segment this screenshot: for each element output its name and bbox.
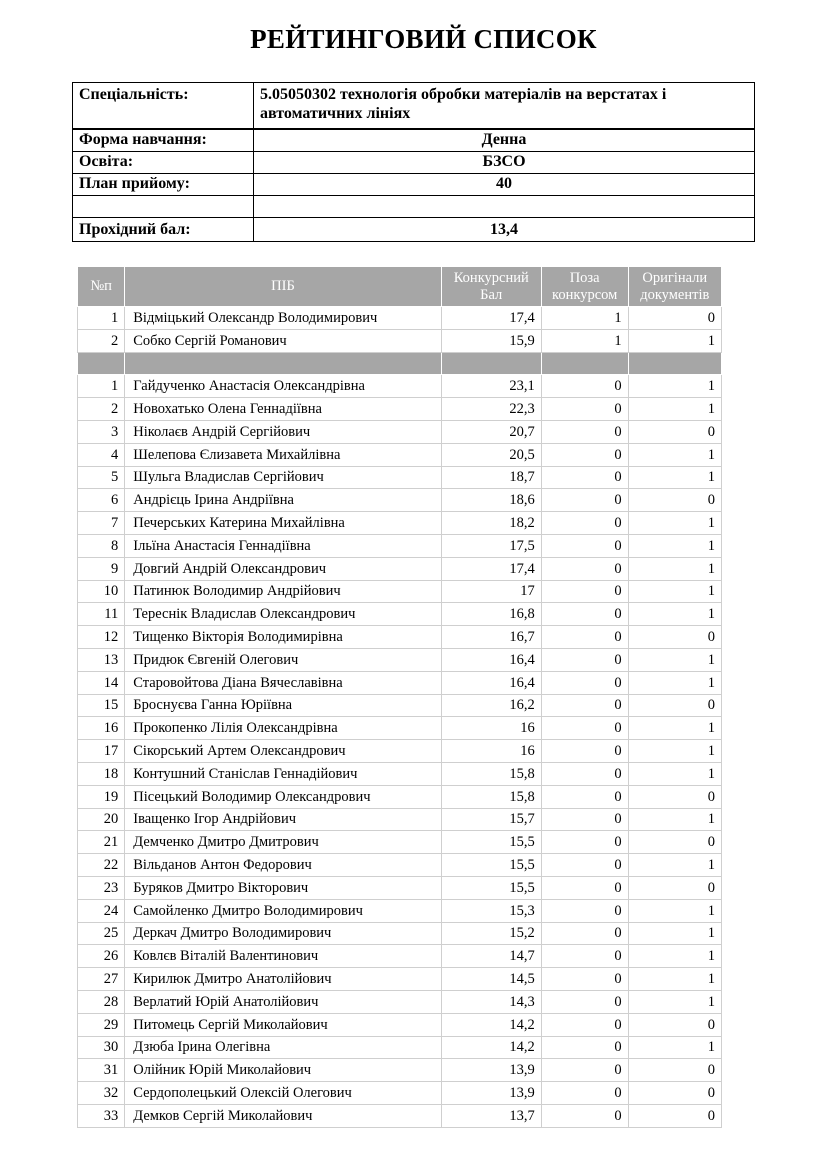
out-of-competition: 0 — [541, 694, 628, 717]
table-row — [78, 831, 722, 854]
out-of-competition: 0 — [541, 580, 628, 603]
row-number: 13 — [78, 648, 125, 671]
competitive-score: 17 — [441, 580, 541, 603]
competitive-score: 13,9 — [441, 1082, 541, 1105]
competitive-score: 15,5 — [441, 876, 541, 899]
full-name: Довгий Андрій Олександрович — [125, 557, 442, 580]
admission-plan-value: 40 — [254, 174, 755, 196]
out-of-competition: 0 — [541, 717, 628, 740]
separator-cell — [541, 352, 628, 375]
out-of-competition: 0 — [541, 398, 628, 421]
table-row — [78, 420, 722, 443]
row-number: 1 — [78, 307, 125, 330]
header-score: Конкурсний Бал — [441, 267, 541, 307]
row-number: 8 — [78, 534, 125, 557]
separator-cell — [441, 352, 541, 375]
out-of-competition: 0 — [541, 1036, 628, 1059]
original-documents: 1 — [628, 534, 721, 557]
row-number: 31 — [78, 1059, 125, 1082]
table-row — [78, 443, 722, 466]
competitive-score: 16 — [441, 717, 541, 740]
competitive-score: 14,7 — [441, 945, 541, 968]
full-name: Ковлєв Віталій Валентинович — [125, 945, 442, 968]
full-name: Печерських Катерина Михайлівна — [125, 512, 442, 535]
specialty-value: 5.05050302 технологія обробки матеріалів на верстатах і автоматичних лініях — [254, 83, 755, 130]
full-name: Буряков Дмитро Вікторович — [125, 876, 442, 899]
competitive-score: 17,4 — [441, 307, 541, 330]
original-documents: 0 — [628, 1104, 721, 1127]
table-row — [78, 648, 722, 671]
specialty-label: Спеціальність: — [73, 83, 254, 130]
table-row — [78, 580, 722, 603]
competitive-score: 20,7 — [441, 420, 541, 443]
competitive-score: 15,5 — [441, 854, 541, 877]
row-number: 12 — [78, 626, 125, 649]
table-row — [78, 1082, 722, 1105]
row-number: 7 — [78, 512, 125, 535]
full-name: Сікорський Артем Олександрович — [125, 740, 442, 763]
row-number: 26 — [78, 945, 125, 968]
original-documents: 1 — [628, 899, 721, 922]
competitive-score: 18,7 — [441, 466, 541, 489]
full-name: Контушний Станіслав Геннадійович — [125, 762, 442, 785]
row-number: 11 — [78, 603, 125, 626]
competitive-score: 23,1 — [441, 375, 541, 398]
full-name: Олійник Юрій Миколайович — [125, 1059, 442, 1082]
out-of-competition: 0 — [541, 876, 628, 899]
table-row — [78, 808, 722, 831]
table-row — [78, 945, 722, 968]
competitive-score: 16,2 — [441, 694, 541, 717]
table-row — [78, 876, 722, 899]
competitive-score: 15,8 — [441, 762, 541, 785]
competitive-score: 18,6 — [441, 489, 541, 512]
full-name: Прокопенко Лілія Олександрівна — [125, 717, 442, 740]
page-title: РЕЙТИНГОВИЙ СПИСОК — [250, 24, 597, 54]
table-row — [78, 1104, 722, 1127]
table-row — [78, 717, 722, 740]
full-name: Пісецький Володимир Олександрович — [125, 785, 442, 808]
out-of-competition: 0 — [541, 831, 628, 854]
header-number: №п — [78, 267, 125, 307]
separator-cell — [628, 352, 721, 375]
full-name: Броснуєва Ганна Юріївна — [125, 694, 442, 717]
full-name: Іващенко Ігор Андрійович — [125, 808, 442, 831]
original-documents: 1 — [628, 580, 721, 603]
out-of-competition: 0 — [541, 466, 628, 489]
original-documents: 1 — [628, 512, 721, 535]
full-name: Андрієць Ірина Андріївна — [125, 489, 442, 512]
out-of-competition: 0 — [541, 671, 628, 694]
full-name: Верлатий Юрій Анатолійович — [125, 990, 442, 1013]
full-name: Старовойтова Діана Вячеславівна — [125, 671, 442, 694]
full-name: Ільїна Анастасія Геннадіївна — [125, 534, 442, 557]
competitive-score: 14,3 — [441, 990, 541, 1013]
original-documents: 1 — [628, 329, 721, 352]
original-documents: 1 — [628, 808, 721, 831]
table-body — [78, 307, 722, 1128]
competitive-score: 14,2 — [441, 1036, 541, 1059]
study-form-value: Денна — [254, 129, 755, 152]
original-documents: 1 — [628, 671, 721, 694]
competitive-score: 22,3 — [441, 398, 541, 421]
row-number: 19 — [78, 785, 125, 808]
out-of-competition: 0 — [541, 443, 628, 466]
out-of-competition: 0 — [541, 922, 628, 945]
rating-table — [77, 266, 722, 1128]
row-number: 15 — [78, 694, 125, 717]
full-name: Демченко Дмитро Дмитрович — [125, 831, 442, 854]
competitive-score: 18,2 — [441, 512, 541, 535]
passing-score-value: 13,4 — [254, 218, 755, 242]
education-value: БЗСО — [254, 152, 755, 174]
table-row — [78, 785, 722, 808]
row-number: 5 — [78, 466, 125, 489]
original-documents: 1 — [628, 717, 721, 740]
competitive-score: 14,2 — [441, 1013, 541, 1036]
full-name: Придюк Євгеній Олегович — [125, 648, 442, 671]
table-row — [78, 307, 722, 330]
full-name: Собко Сергій Романович — [125, 329, 442, 352]
competitive-score: 13,7 — [441, 1104, 541, 1127]
full-name: Демков Сергій Миколайович — [125, 1104, 442, 1127]
info-table — [72, 82, 755, 242]
row-number: 10 — [78, 580, 125, 603]
row-number: 30 — [78, 1036, 125, 1059]
out-of-competition: 0 — [541, 1104, 628, 1127]
header-original-documents: Оригінали документів — [628, 267, 721, 307]
info-row-education — [73, 152, 755, 174]
competitive-score: 15,8 — [441, 785, 541, 808]
original-documents: 1 — [628, 443, 721, 466]
table-row — [78, 1013, 722, 1036]
table-row — [78, 466, 722, 489]
out-of-competition: 0 — [541, 557, 628, 580]
table-row — [78, 990, 722, 1013]
row-number: 22 — [78, 854, 125, 877]
competitive-score: 20,5 — [441, 443, 541, 466]
table-row — [78, 626, 722, 649]
table-row — [78, 489, 722, 512]
out-of-competition: 0 — [541, 626, 628, 649]
group-separator-row — [78, 352, 722, 375]
full-name: Тереснік Владислав Олександрович — [125, 603, 442, 626]
original-documents: 1 — [628, 990, 721, 1013]
original-documents: 1 — [628, 1036, 721, 1059]
out-of-competition: 0 — [541, 990, 628, 1013]
row-number: 14 — [78, 671, 125, 694]
original-documents: 0 — [628, 626, 721, 649]
out-of-competition: 0 — [541, 785, 628, 808]
competitive-score: 15,9 — [441, 329, 541, 352]
table-row — [78, 534, 722, 557]
original-documents: 0 — [628, 1059, 721, 1082]
row-number: 6 — [78, 489, 125, 512]
row-number: 23 — [78, 876, 125, 899]
out-of-competition: 0 — [541, 762, 628, 785]
out-of-competition: 1 — [541, 307, 628, 330]
full-name: Питомець Сергій Миколайович — [125, 1013, 442, 1036]
out-of-competition: 0 — [541, 808, 628, 831]
table-row — [78, 968, 722, 991]
competitive-score: 15,7 — [441, 808, 541, 831]
out-of-competition: 0 — [541, 1082, 628, 1105]
row-number: 17 — [78, 740, 125, 763]
full-name: Дзюба Ірина Олегівна — [125, 1036, 442, 1059]
out-of-competition: 0 — [541, 489, 628, 512]
out-of-competition: 0 — [541, 534, 628, 557]
out-of-competition: 0 — [541, 945, 628, 968]
row-number: 32 — [78, 1082, 125, 1105]
original-documents: 1 — [628, 603, 721, 626]
empty-cell — [254, 196, 755, 218]
out-of-competition: 0 — [541, 420, 628, 443]
row-number: 2 — [78, 398, 125, 421]
row-number: 1 — [78, 375, 125, 398]
competitive-score: 16,4 — [441, 671, 541, 694]
out-of-competition: 0 — [541, 968, 628, 991]
row-number: 16 — [78, 717, 125, 740]
row-number: 9 — [78, 557, 125, 580]
info-row-specialty — [73, 83, 755, 130]
out-of-competition: 0 — [541, 603, 628, 626]
info-row-form — [73, 129, 755, 152]
row-number: 21 — [78, 831, 125, 854]
row-number: 20 — [78, 808, 125, 831]
competitive-score: 16 — [441, 740, 541, 763]
table-row — [78, 512, 722, 535]
out-of-competition: 0 — [541, 899, 628, 922]
row-number: 24 — [78, 899, 125, 922]
competitive-score: 16,8 — [441, 603, 541, 626]
out-of-competition: 0 — [541, 1059, 628, 1082]
original-documents: 0 — [628, 831, 721, 854]
row-number: 3 — [78, 420, 125, 443]
table-row — [78, 375, 722, 398]
original-documents: 0 — [628, 1082, 721, 1105]
competitive-score: 16,7 — [441, 626, 541, 649]
study-form-label: Форма навчання: — [73, 129, 254, 152]
info-row-empty — [73, 196, 755, 218]
info-row-passing — [73, 218, 755, 242]
out-of-competition: 0 — [541, 1013, 628, 1036]
row-number: 4 — [78, 443, 125, 466]
row-number: 33 — [78, 1104, 125, 1127]
original-documents: 1 — [628, 398, 721, 421]
original-documents: 0 — [628, 489, 721, 512]
full-name: Шульга Владислав Сергійович — [125, 466, 442, 489]
original-documents: 1 — [628, 922, 721, 945]
out-of-competition: 0 — [541, 740, 628, 763]
table-row — [78, 922, 722, 945]
original-documents: 1 — [628, 375, 721, 398]
original-documents: 1 — [628, 740, 721, 763]
out-of-competition: 0 — [541, 854, 628, 877]
out-of-competition: 0 — [541, 375, 628, 398]
original-documents: 0 — [628, 694, 721, 717]
original-documents: 1 — [628, 648, 721, 671]
original-documents: 1 — [628, 762, 721, 785]
table-row — [78, 557, 722, 580]
full-name: Новохатько Олена Геннадіївна — [125, 398, 442, 421]
original-documents: 0 — [628, 876, 721, 899]
separator-cell — [78, 352, 125, 375]
full-name: Самойленко Дмитро Володимирович — [125, 899, 442, 922]
info-row-plan — [73, 174, 755, 196]
full-name: Ніколаєв Андрій Сергійович — [125, 420, 442, 443]
competitive-score: 15,2 — [441, 922, 541, 945]
empty-cell — [73, 196, 254, 218]
table-row — [78, 899, 722, 922]
full-name: Відміцький Олександр Володимирович — [125, 307, 442, 330]
out-of-competition: 0 — [541, 512, 628, 535]
education-label: Освіта: — [73, 152, 254, 174]
original-documents: 1 — [628, 466, 721, 489]
full-name: Деркач Дмитро Володимирович — [125, 922, 442, 945]
table-row — [78, 1059, 722, 1082]
original-documents: 1 — [628, 854, 721, 877]
original-documents: 0 — [628, 307, 721, 330]
row-number: 18 — [78, 762, 125, 785]
header-out-of-competition: Поза конкурсом — [541, 267, 628, 307]
competitive-score: 13,9 — [441, 1059, 541, 1082]
row-number: 27 — [78, 968, 125, 991]
table-row — [78, 671, 722, 694]
competitive-score: 17,4 — [441, 557, 541, 580]
original-documents: 1 — [628, 557, 721, 580]
row-number: 29 — [78, 1013, 125, 1036]
row-number: 25 — [78, 922, 125, 945]
original-documents: 0 — [628, 420, 721, 443]
competitive-score: 15,5 — [441, 831, 541, 854]
full-name: Гайдученко Анастасія Олександрівна — [125, 375, 442, 398]
original-documents: 1 — [628, 945, 721, 968]
competitive-score: 14,5 — [441, 968, 541, 991]
original-documents: 1 — [628, 968, 721, 991]
full-name: Кирилюк Дмитро Анатолійович — [125, 968, 442, 991]
table-header-row — [78, 267, 722, 307]
table-row — [78, 740, 722, 763]
full-name: Шелепова Єлизавета Михайлівна — [125, 443, 442, 466]
separator-cell — [125, 352, 442, 375]
full-name: Тищенко Вікторія Володимирівна — [125, 626, 442, 649]
row-number: 28 — [78, 990, 125, 1013]
table-row — [78, 694, 722, 717]
table-row — [78, 603, 722, 626]
full-name: Сердополецький Олексій Олегович — [125, 1082, 442, 1105]
table-row — [78, 1036, 722, 1059]
competitive-score: 16,4 — [441, 648, 541, 671]
passing-score-label: Прохідний бал: — [73, 218, 254, 242]
table-row — [78, 398, 722, 421]
full-name: Патинюк Володимир Андрійович — [125, 580, 442, 603]
header-name: ПІБ — [125, 267, 442, 307]
full-name: Вільданов Антон Федорович — [125, 854, 442, 877]
original-documents: 0 — [628, 1013, 721, 1036]
table-row — [78, 762, 722, 785]
original-documents: 0 — [628, 785, 721, 808]
admission-plan-label: План прийому: — [73, 174, 254, 196]
out-of-competition: 1 — [541, 329, 628, 352]
table-row — [78, 329, 722, 352]
table-row — [78, 854, 722, 877]
competitive-score: 15,3 — [441, 899, 541, 922]
row-number: 2 — [78, 329, 125, 352]
competitive-score: 17,5 — [441, 534, 541, 557]
out-of-competition: 0 — [541, 648, 628, 671]
